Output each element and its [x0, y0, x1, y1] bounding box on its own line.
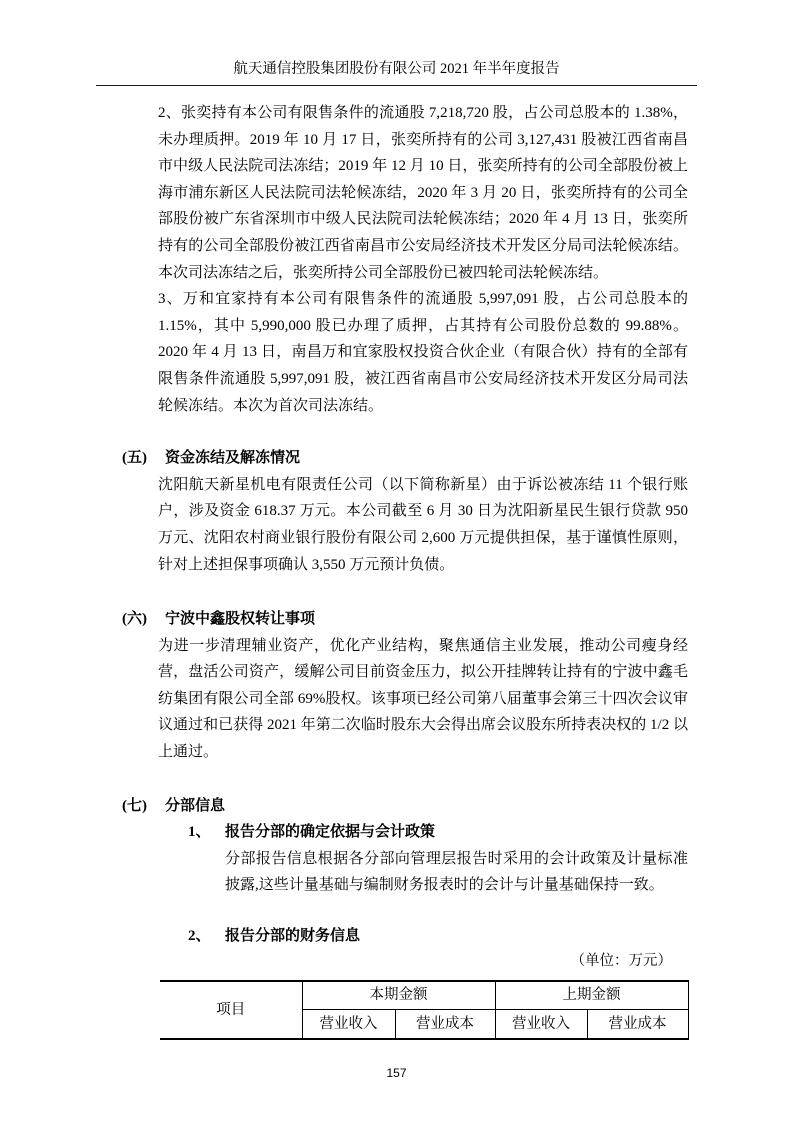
- subsection-1-title: 报告分部的确定依据与会计政策: [225, 824, 436, 841]
- segment-finance-table: [160, 980, 689, 1040]
- subsection-2-title: 报告分部的财务信息: [225, 928, 361, 945]
- table-header-prior-period: 上期金额: [495, 981, 688, 1010]
- paragraph-item-2: 2、张奕持有本公司有限售条件的流通股 7,218,720 股，占公司总股本的 1.38%，未办理质押。2019 年 10 月 17 日，张奕所持有的公司 3,127,431 股被江西省南昌市中级人民法院司法冻结；2019 年 12 月 10 日，张奕所持有的公司全部股份被上海市浦东新区人民法院司法轮候冻结，2020 年 3 月 20 日，张奕所持有的公司全部股份被广东省深圳市中级人民法院司法轮候冻结；2020 年 4 月 13 日，张奕所持有的公司全部股份被江西省南昌市公安局经济技术开发区分局司法轮候冻结。本次司法冻结之后，张奕所持公司全部股份已被四轮司法轮候冻结。: [158, 105, 688, 281]
- paragraph-item-3: 3、万和宜家持有本公司有限售条件的流通股 5,997,091 股，占公司总股本的 1.15%，其中 5,990,000 股已办理了质押，占其持有公司股份总数的 99.88%。2020 年 4 月 13 日，南昌万和宜家股权投资合伙企业（有限合伙）持有的全部有限售条件流通股 5,997,091 股，被江西省南昌市公安局经济技术开发区分局司法轮候冻结。本次为首次司法冻结。: [158, 291, 688, 414]
- subsection-1-number: 1、: [188, 824, 211, 841]
- table-header-current-period: 本期金额: [302, 981, 495, 1010]
- section-7: [122, 793, 688, 1040]
- section-5-heading: [122, 445, 688, 472]
- table-subheader-prior-revenue: 营业收入: [495, 1009, 587, 1039]
- subsection-1-body: 分部报告信息根据各分部向管理层报告时采用的会计政策及计量标准披露,这些计量基础与编制财务报表时的会计与计量基础保持一致。: [225, 850, 688, 894]
- section-5: [122, 445, 688, 578]
- section-6-body: 为进一步清理辅业资产，优化产业结构，聚焦通信主业发展，推动公司瘦身经营，盘活公司资产，缓解公司目前资金压力，拟公开挂牌转让持有的宁波中鑫毛纺集团有限公司全部 69%股权。该事项已经公司第八届董事会第三十四次会议审议通过和已获得 2021 年第二次临时股东大会得出席会议股东所持表决权的 1/2 以上通过。: [158, 637, 688, 761]
- section-7-heading: [122, 793, 688, 820]
- subsection-2-heading: [188, 923, 688, 950]
- section-6-number: (六): [122, 611, 147, 628]
- section-6: [122, 606, 688, 766]
- table-subheader-prior-cost: 营业成本: [587, 1009, 688, 1039]
- section-7-title: 分部信息: [165, 797, 226, 814]
- subsection-1-heading: [188, 819, 688, 846]
- page-number: 157: [386, 1066, 407, 1080]
- table-header-row-groups: [160, 981, 688, 1010]
- table-subheader-current-revenue: 营业收入: [302, 1009, 395, 1039]
- page-content: [122, 100, 688, 1040]
- subsection-2: [122, 923, 688, 950]
- section-5-number: (五): [122, 450, 147, 467]
- section-7-number: (七): [122, 797, 147, 814]
- subsection-2-number: 2、: [188, 928, 211, 945]
- section-5-body: 沈阳航天新星机电有限责任公司（以下简称新星）由于诉讼被冻结 11 个银行账户，涉及资金 618.37 万元。本公司截至 6 月 30 日为沈阳新星民生银行贷款 950 万元、沈阳农村商业银行股份有限公司 2,600 万元提供担保，基于谨慎性原则，针对上述担保事项确认 3,550 万元预计负债。: [158, 476, 688, 573]
- table-header-item: 项目: [216, 1001, 246, 1018]
- unit-note: （单位：万元）: [570, 952, 672, 969]
- section-6-title: 宁波中鑫股权转让事项: [165, 611, 316, 628]
- subsection-1: [122, 819, 688, 899]
- section-6-heading: [122, 606, 688, 633]
- table-subheader-current-cost: 营业成本: [395, 1009, 495, 1039]
- section-5-title: 资金冻结及解冻情况: [165, 450, 301, 467]
- header-rule: [96, 85, 697, 86]
- doc-header-title: 航天通信控股集团股份有限公司 2021 年半年度报告: [233, 61, 560, 77]
